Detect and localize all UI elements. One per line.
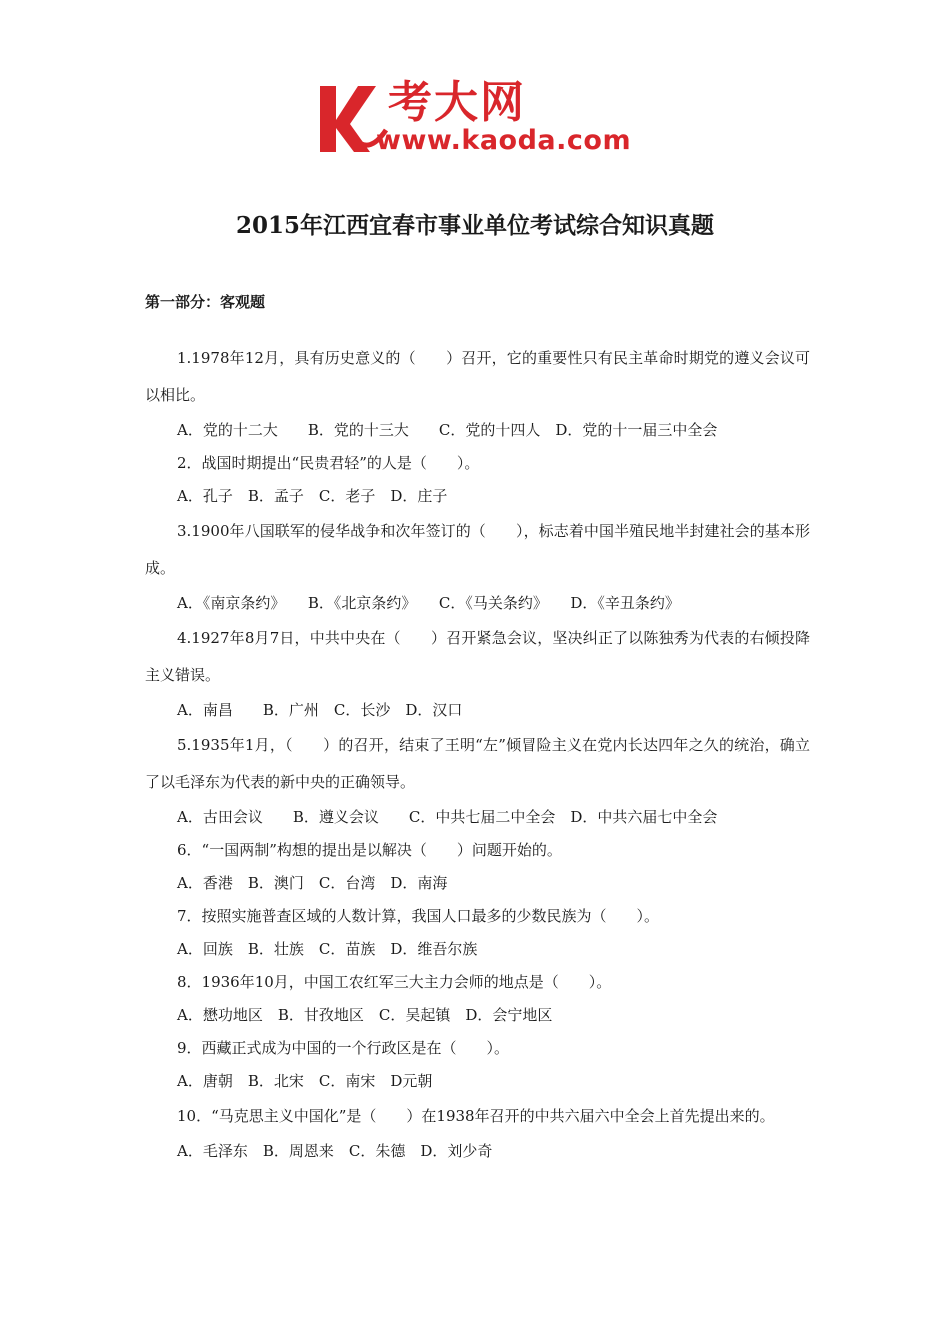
question-list — [145, 340, 810, 1168]
question-10-options: A．毛泽东 B．周恩来 C．朱德 D．刘少奇 — [177, 1142, 493, 1160]
question-9: 9．西藏正式成为中国的一个行政区是在（ ）。 — [177, 1039, 510, 1057]
question-7: 7．按照实施普查区域的人数计算，我国人口最多的少数民族为（ ）。 — [177, 907, 660, 925]
question-9-options: A．唐朝 B．北宋 C．南宋 D元朝 — [177, 1072, 433, 1090]
question-5-options: A．古田会议 B．遵义会议 C．中共七届二中全会 D．中共六届七中全会 — [177, 808, 718, 826]
question-4: 4.1927年8月7日，中共中央在（ ）召开紧急会议，坚决纠正了以陈独秀为代表的右倾投降主义错误。 — [145, 629, 810, 684]
logo-url-text: www.kaoda.com — [376, 125, 632, 156]
logo-brand-text: 考大网 — [388, 77, 526, 128]
question-1-options: A．党的十二大 B．党的十三大 C．党的十四人 D．党的十一届三中全会 — [177, 421, 718, 439]
question-6-options: A．香港 B．澳门 C．台湾 D．南海 — [177, 874, 448, 892]
question-3: 3.1900年八国联军的侵华战争和次年签订的（ ），标志着中国半殖民地半封建社会的基本形成。 — [145, 522, 810, 577]
document-title: 2015年江西宜春市事业单位考试综合知识真题 — [235, 212, 714, 239]
kaoda-logo — [316, 77, 638, 160]
question-1: 1.1978年12月，具有历史意义的（ ）召开，它的重要性只有民主革命时期党的遵义会议可以相比。 — [145, 349, 810, 404]
question-4-options: A．南昌 B．广州 C．长沙 D．汉口 — [177, 701, 463, 719]
question-6: 6．“一国两制”构想的提出是以解决（ ）问题开始的。 — [177, 841, 562, 859]
section-heading: 第一部分：客观题 — [145, 293, 266, 311]
question-7-options: A．回族 B．壮族 C．苗族 D．维吾尔族 — [177, 940, 478, 958]
question-2-options: A．孔子 B．孟子 C．老子 D．庄子 — [177, 487, 448, 505]
question-8: 8．1936年10月，中国工农红军三大主力会师的地点是（ ）。 — [177, 973, 612, 991]
question-8-options: A．懋功地区 B．甘孜地区 C．吴起镇 D．会宁地区 — [177, 1006, 553, 1024]
question-2: 2．战国时期提出“民贵君轻”的人是（ ）。 — [177, 454, 480, 472]
question-10: 10．“马克思主义中国化”是（ ）在1938年召开的中共六届六中全会上首先提出来的。 — [177, 1107, 775, 1125]
question-3-options: A．《南京条约》 B．《北京条约》 C．《马关条约》 D．《辛丑条约》 — [177, 594, 680, 612]
question-5: 5.1935年1月，（ ）的召开，结束了王明“左”倾冒险主义在党内长达四年之久的统治，确立了以毛泽东为代表的新中央的正确领导。 — [145, 736, 810, 791]
